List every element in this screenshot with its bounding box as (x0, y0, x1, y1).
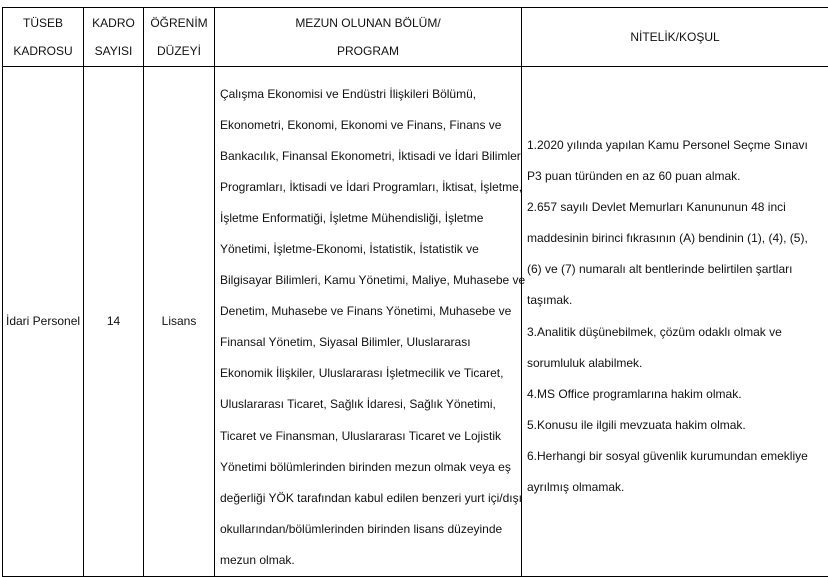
header-bolum-line-2: PROGRAM (336, 44, 399, 58)
bolum-line: Bankacılık, Finansal Ekonometri, İktisadi ve İdari Bilimler (220, 149, 521, 164)
nitelik-line: 3.Analitik düşünebilmek, çözüm odaklı olmak ve (527, 324, 782, 339)
header-nitelik-line-1: NİTELİK/KOŞUL (630, 30, 720, 44)
header-bolum-line-1: MEZUN OLUNAN BÖLÜM/ (295, 16, 441, 30)
header-row (3, 8, 828, 67)
cell-nitelik (522, 67, 828, 577)
bolum-line: Programları, İktisadi ve İdari Programları, İktisat, İşletme, (220, 180, 523, 195)
header-bolum (215, 8, 522, 67)
table-row (3, 67, 828, 577)
header-sayi-line-1: KADRO (92, 16, 135, 30)
nitelik-line: (6) ve (7) numaralı alt bentlerinde belirtilen şartları (527, 262, 793, 277)
cell-sayi: 14 (84, 67, 144, 577)
bolum-line: okullarından/bölümlerinden birinden lisans düzeyinde (220, 521, 503, 536)
nitelik-line: P3 puan türünden en az 60 puan almak. (527, 169, 741, 184)
nitelik-line: sorumluluk alabilmek. (527, 355, 643, 370)
nitelik-line: 5.Konusu ile ilgili mevzuata hakim olmak. (527, 417, 746, 432)
header-sayi-line-2: SAYISI (94, 44, 133, 58)
nitelik-line: 2.657 sayılı Devlet Memurları Kanununun 48 inci (527, 200, 786, 215)
bolum-line: Yönetimi, İşletme-Ekonomi, İstatistik, İstatistik ve (220, 242, 479, 257)
nitelik-line: 1.2020 yılında yapılan Kamu Personel Seçme Sınavı (527, 138, 808, 152)
bolum-line: Çalışma Ekonomisi ve Endüstri İlişkileri Bölümü, (220, 87, 477, 101)
header-sayi (84, 8, 144, 67)
header-duzey-line-1: ÖĞRENİM (150, 16, 208, 30)
bolum-line: Ekonometri, Ekonomi, Ekonomi ve Finans, Finans ve (220, 118, 502, 133)
cell-kadro: İdari Personel (3, 67, 84, 577)
bolum-line: Ticaret ve Finansman, Uluslararası Ticaret ve Lojistik (220, 428, 501, 443)
bolum-line: Bilgisayar Bilimleri, Kamu Yönetimi, Maliye, Muhasebe ve (220, 273, 526, 288)
bolum-line: Uluslararası Ticaret, Sağlık İdaresi, Sağlık Yönetimi, (220, 397, 496, 412)
cell-duzey: Lisans (144, 67, 215, 577)
bolum-line: mezun olmak. (220, 552, 295, 567)
nitelik-line: 6.Herhangi bir sosyal güvenlik kurumundan emekliye (527, 448, 808, 463)
nitelik-line: 4.MS Office programlarına hakim olmak. (527, 386, 742, 401)
nitelik-line: ayrılmış olmamak. (527, 480, 625, 495)
bolum-line: Finansal Yönetim, Siyasal Bilimler, Uluslararası (220, 335, 471, 350)
bolum-line: Ekonomik İlişkiler, Uluslararası İşletmecilik ve Ticaret, (220, 366, 504, 381)
bolum-line: değerliği YÖK tarafından kabul edilen benzeri yurt içi/dışı (220, 490, 522, 505)
header-kadro-line-2: KADROSU (13, 44, 73, 58)
requirements-table (2, 7, 828, 577)
cell-bolum (215, 67, 526, 577)
header-kadro (3, 8, 84, 67)
bolum-line: Denetim, Muhasebe ve Finans Yönetimi, Muhasebe ve (220, 304, 512, 319)
nitelik-line: taşımak. (527, 293, 573, 308)
bolum-line: İşletme Enformatiği, İşletme Mühendisliği, İşletme (220, 211, 484, 226)
header-kadro-line-1: TÜSEB (22, 16, 63, 30)
header-duzey (144, 8, 215, 67)
header-nitelik (522, 8, 828, 67)
bolum-line: Yönetimi bölümlerinden birinden mezun olmak veya eş (220, 459, 511, 474)
header-duzey-line-2: DÜZEYİ (156, 44, 201, 58)
nitelik-line: maddesinin birinci fıkrasının (A) bendinin (1), (4), (5), (527, 231, 808, 246)
